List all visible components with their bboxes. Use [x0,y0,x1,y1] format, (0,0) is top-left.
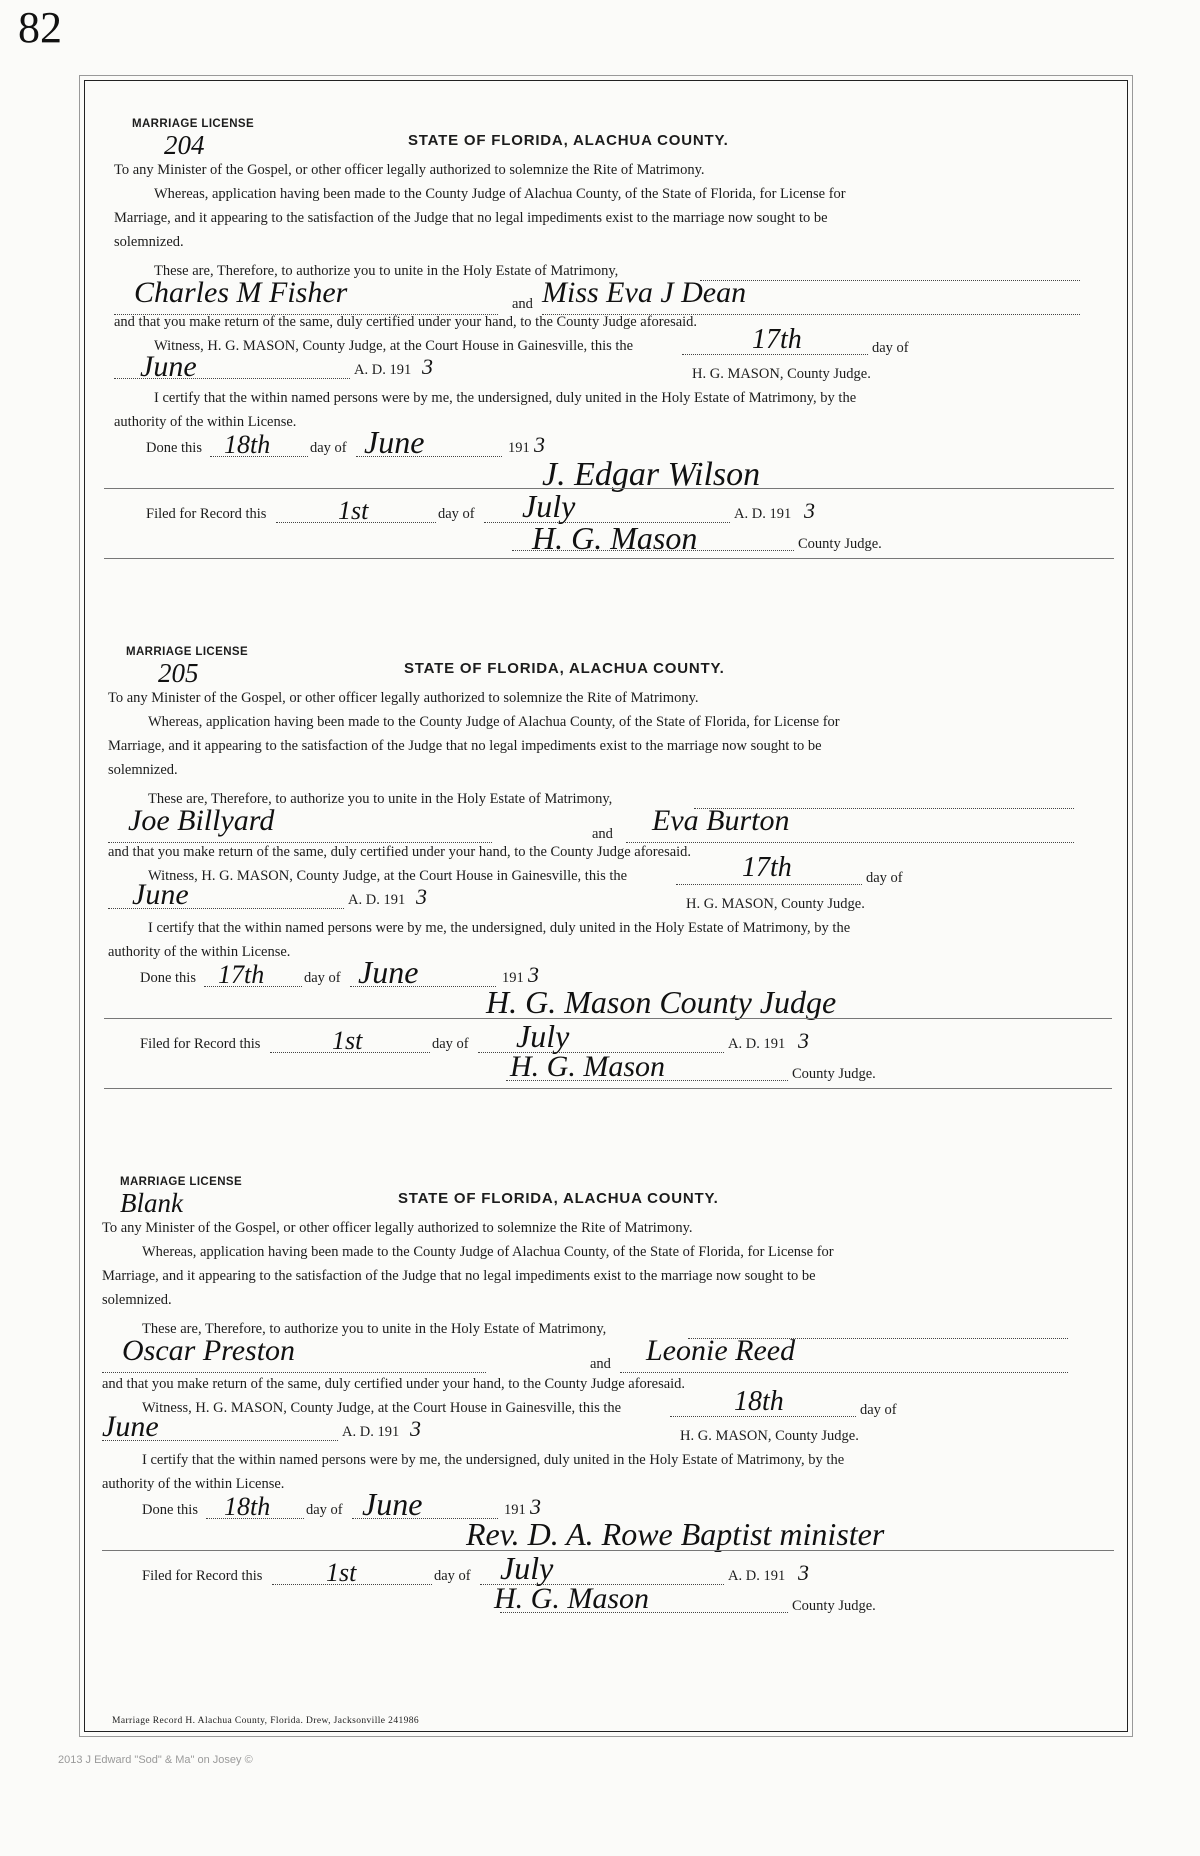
county-judge-text: County Judge. [798,536,882,552]
filed-for-record-text: Filed for Record this [140,1036,261,1052]
these-are-text: These are, Therefore, to authorize you to unite in the Holy Estate of Matrimony, [142,1321,607,1337]
license-section [100,1176,1100,1696]
officiant-signature: Rev. D. A. Rowe Baptist minister [466,1516,885,1552]
whereas-line-2: Marriage, and it appearing to the satisfaction of the Judge that no legal impediments exist to the marriage now sought to be [114,210,828,226]
license-header-label: MARRIAGE LICENSE [126,646,249,658]
bride-name: Leonie Reed [646,1334,796,1367]
day-of-text: day of [310,440,347,456]
judge-signature-text: H. G. MASON, County Judge. [680,1428,859,1444]
filed-signature: H. G. Mason [510,1050,665,1083]
filed-year-digit: 3 [804,498,815,523]
county-judge-text: County Judge. [792,1066,876,1082]
issue-year-digit: 3 [416,884,427,909]
filed-day: 1st [338,496,369,525]
groom-name: Oscar Preston [122,1334,296,1367]
ad-text: A. D. 191 [342,1424,400,1440]
done-this-text: Done this [142,1502,198,1518]
day-of-text: day of [860,1402,897,1418]
filed-year-digit: 3 [798,1028,809,1053]
day-of-text: day of [438,506,475,522]
issue-year-digit: 3 [410,1416,421,1441]
and-text: and [590,1356,611,1372]
ad-text: A. D. 191 [728,1036,786,1052]
license-number: 204 [164,130,205,160]
judge-signature-text: H. G. MASON, County Judge. [692,366,871,382]
ad-text: A. D. 191 [734,506,792,522]
done-year-digit: 3 [528,962,539,987]
witness-text: Witness, H. G. MASON, County Judge, at the Court House in Gainesville, this the [154,338,634,354]
to-minister-text: To any Minister of the Gospel, or other officer legally authorized to solemnize the Rite of Matrimony. [114,162,705,178]
filed-day: 1st [332,1026,363,1055]
done-this-text: Done this [146,440,202,456]
filed-signature: H. G. Mason [494,1582,649,1615]
issue-month: June [102,1410,159,1443]
whereas-line-1: Whereas, application having been made to the County Judge of Alachua County, of the State of Florida, for License for [148,714,840,730]
officiant-signature: H. G. Mason County Judge [486,984,837,1020]
page-number: 82 [18,3,62,52]
license-header-label: MARRIAGE LICENSE [132,118,255,130]
issue-day: 18th [734,1386,784,1417]
footer-imprint: Marriage Record H. Alachua County, Florida. Drew, Jacksonville 241986 [112,1716,420,1726]
officiant-signature: J. Edgar Wilson [542,456,761,493]
filed-year-digit: 3 [798,1560,809,1585]
done-day: 18th [224,1492,271,1521]
day-of-text: day of [434,1568,471,1584]
done-year-digit: 3 [534,432,545,457]
watermark: 2013 J Edward "Sod" & Ma" on Josey © [58,1754,253,1766]
done-month: June [358,954,419,990]
done-this-text: Done this [140,970,196,986]
to-minister-text: To any Minister of the Gospel, or other officer legally authorized to solemnize the Rite of Matrimony. [102,1220,693,1236]
done-year-digit: 3 [530,1494,541,1519]
filed-for-record-text: Filed for Record this [142,1568,263,1584]
license-section [112,118,1112,638]
done-year-prefix: 191 [508,440,530,456]
state-title: STATE OF FLORIDA, ALACHUA COUNTY. [398,1190,719,1207]
certify-line-1: I certify that the within named persons were by me, the undersigned, duly united in the Holy Estate of Matrimony, by the [148,920,851,936]
bride-name: Miss Eva J Dean [542,276,747,309]
license-number: Blank [120,1188,183,1218]
done-day: 17th [218,960,265,989]
whereas-line-2: Marriage, and it appearing to the satisfaction of the Judge that no legal impediments exist to the marriage now sought to be [108,738,822,754]
return-text: and that you make return of the same, duly certified under your hand, to the County Judge aforesaid. [114,314,698,330]
these-are-text: These are, Therefore, to authorize you to unite in the Holy Estate of Matrimony, [148,791,613,807]
day-of-text: day of [866,870,903,886]
certify-line-2: authority of the within License. [108,944,291,960]
done-month: June [362,1486,423,1522]
state-title: STATE OF FLORIDA, ALACHUA COUNTY. [404,660,725,677]
day-of-text: day of [306,1502,343,1518]
and-text: and [592,826,613,842]
ad-text: A. D. 191 [728,1568,786,1584]
judge-signature-text: H. G. MASON, County Judge. [686,896,865,912]
filed-signature: H. G. Mason [532,520,698,556]
ad-text: A. D. 191 [354,362,412,378]
groom-name: Charles M Fisher [134,276,348,309]
done-month: June [364,424,425,460]
done-year-prefix: 191 [502,970,524,986]
certify-line-2: authority of the within License. [102,1476,285,1492]
filed-day: 1st [326,1558,357,1587]
these-are-text: These are, Therefore, to authorize you to unite in the Holy Estate of Matrimony, [154,263,619,279]
state-title: STATE OF FLORIDA, ALACHUA COUNTY. [408,132,729,149]
whereas-line-3: solemnized. [102,1292,172,1308]
ad-text: A. D. 191 [348,892,406,908]
filed-for-record-text: Filed for Record this [146,506,267,522]
return-text: and that you make return of the same, duly certified under your hand, to the County Judge aforesaid. [108,844,692,860]
and-text: and [512,296,533,312]
issue-day: 17th [752,324,802,355]
day-of-text: day of [872,340,909,356]
certify-line-1: I certify that the within named persons were by me, the undersigned, duly united in the Holy Estate of Matrimony, by the [154,390,857,406]
groom-name: Joe Billyard [128,804,275,837]
license-number: 205 [158,658,199,688]
whereas-line-3: solemnized. [108,762,178,778]
whereas-line-1: Whereas, application having been made to the County Judge of Alachua County, of the State of Florida, for License for [142,1244,834,1260]
issue-day: 17th [742,852,792,883]
return-text: and that you make return of the same, duly certified under your hand, to the County Judge aforesaid. [102,1376,686,1392]
county-judge-text: County Judge. [792,1598,876,1614]
filed-month: July [522,488,576,524]
witness-text: Witness, H. G. MASON, County Judge, at the Court House in Gainesville, this the [148,868,628,884]
certify-line-2: authority of the within License. [114,414,297,430]
license-header-label: MARRIAGE LICENSE [120,1176,243,1188]
filed-month: July [500,1550,554,1586]
day-of-text: day of [432,1036,469,1052]
filed-month: July [516,1018,570,1054]
whereas-line-1: Whereas, application having been made to the County Judge of Alachua County, of the State of Florida, for License for [154,186,846,202]
certify-line-1: I certify that the within named persons were by me, the undersigned, duly united in the Holy Estate of Matrimony, by the [142,1452,845,1468]
issue-year-digit: 3 [422,354,433,379]
day-of-text: day of [304,970,341,986]
done-day: 18th [224,430,271,459]
whereas-line-3: solemnized. [114,234,184,250]
whereas-line-2: Marriage, and it appearing to the satisfaction of the Judge that no legal impediments exist to the marriage now sought to be [102,1268,816,1284]
bride-name: Eva Burton [652,804,790,837]
issue-month: June [132,878,189,911]
to-minister-text: To any Minister of the Gospel, or other officer legally authorized to solemnize the Rite of Matrimony. [108,690,699,706]
witness-text: Witness, H. G. MASON, County Judge, at the Court House in Gainesville, this the [142,1400,622,1416]
issue-month: June [140,350,197,383]
license-section [106,646,1106,1166]
done-year-prefix: 191 [504,1502,526,1518]
